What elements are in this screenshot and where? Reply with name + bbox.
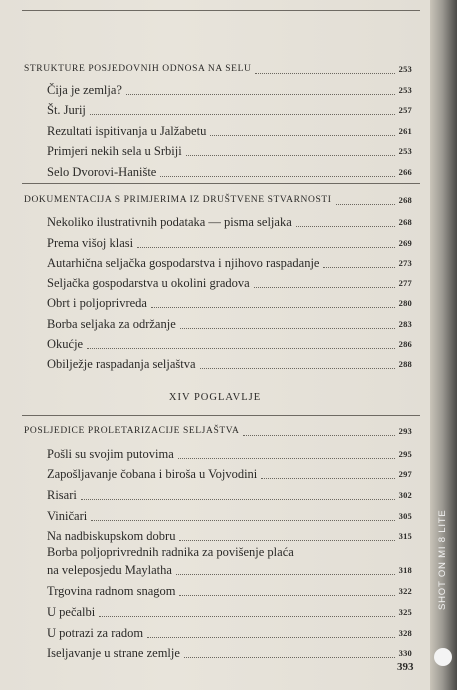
toc-entry: Risari 302 [47,488,412,502]
toc-entry: Pošli su svojim putovima 295 [47,447,412,461]
section-rule [22,415,420,416]
top-rule [22,10,420,11]
toc-entry: Št. Jurij 257 [47,103,412,117]
toc-entry: Rezultati ispitivanja u Jalžabetu 261 [47,124,412,138]
section-rule [22,183,420,184]
toc-entry: U potrazi za radom 328 [47,626,412,640]
toc-entry: Selo Dvorovi-Hanište 266 [47,165,412,179]
toc-entry: Na nadbiskupskom dobru 315 [47,529,412,543]
toc-entry: Primjeri nekih sela u Srbiji 253 [47,144,412,158]
toc-entry: Okućje 286 [47,337,412,351]
camera-logo-icon [434,648,452,666]
toc-entry: Trgovina radnom snagom 322 [47,584,412,598]
toc-entry: Iseljavanje u strane zemlje 330 [47,646,412,660]
toc-entry: Borba seljaka za održanje 283 [47,317,412,331]
toc-entry: Čija je zemlja? 253 [47,83,412,97]
toc-entry: Prema višoj klasi 269 [47,236,412,250]
toc-entry: Zapošljavanje čobana i biroša u Vojvodini 297 [47,467,412,481]
camera-watermark: SHOT ON MI 8 LITE [437,509,448,610]
toc-entry: Obrt i poljoprivreda 280 [47,296,412,310]
toc-section-heading: POSLJEDICE PROLETARIZACIJE SELJAŠTVA 293 [24,426,412,436]
page-number: 393 [397,661,414,673]
toc-entry: Nekoliko ilustrativnih podataka — pisma seljaka 268 [47,215,412,229]
toc-section-heading: DOKUMENTACIJA S PRIMJERIMA IZ DRUŠTVENE STVARNOSTI 268 [24,195,412,205]
toc-entry: Viničari 305 [47,509,412,523]
toc-entry: na veleposjedu Maylatha 318 [47,563,412,577]
toc-entry-first-line: Borba poljoprivrednih radnika za povišenje plaća [47,545,294,559]
toc-entry: Obilježje raspadanja seljaštva 288 [47,357,412,371]
chapter-heading: XIV POGLAVLJE [168,392,262,403]
toc-entry: U pečalbi 325 [47,605,412,619]
toc-entry: Seljačka gospodarstva u okolini gradova 277 [47,276,412,290]
toc-section-heading: STRUKTURE POSJEDOVNIH ODNOSA NA SELU 253 [24,64,412,74]
toc-entry: Autarhična seljačka gospodarstva i njihovo raspadanje 273 [47,256,412,270]
